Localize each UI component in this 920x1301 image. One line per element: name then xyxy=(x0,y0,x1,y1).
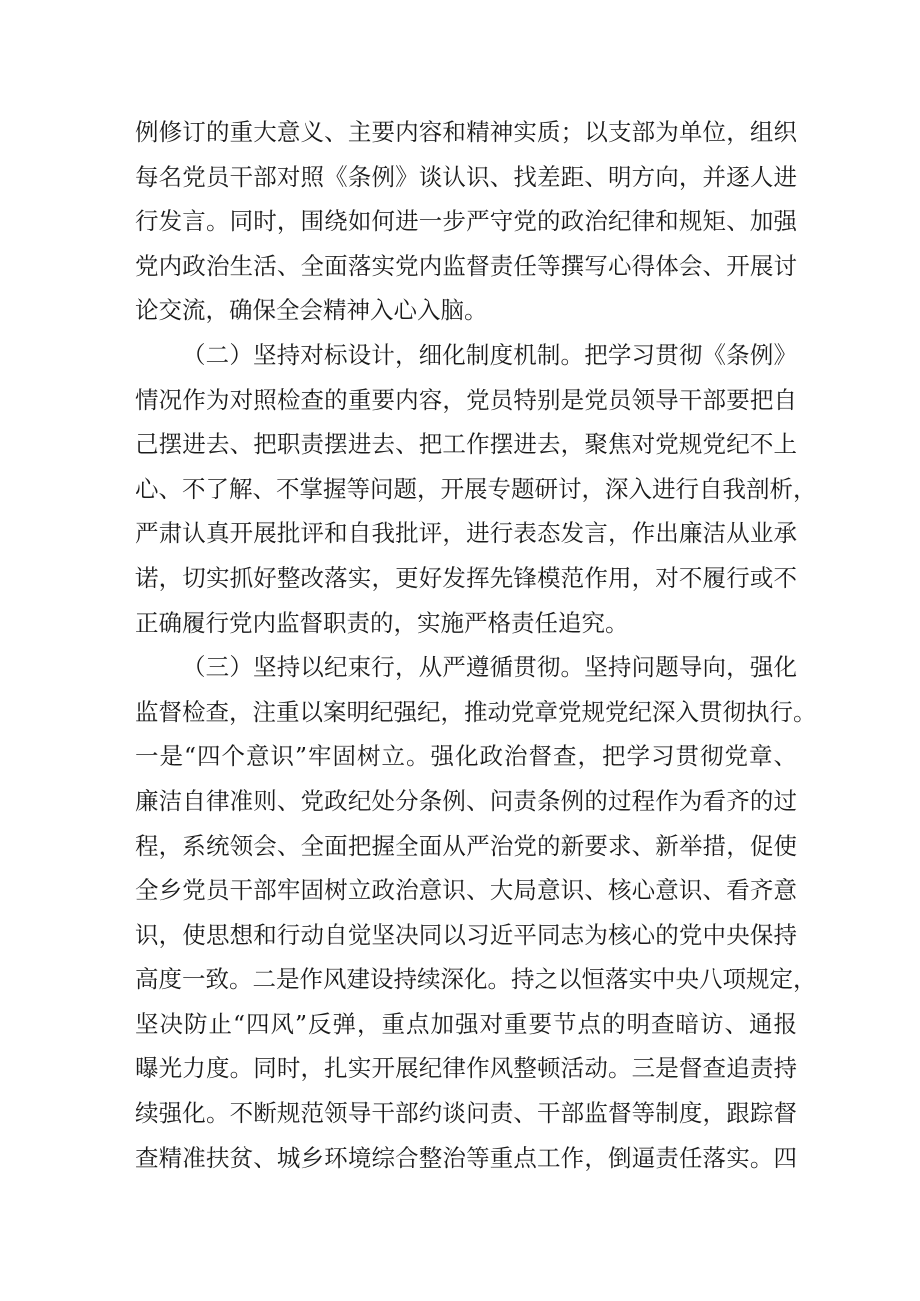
text-line: 诺，切实抓好整改落实，更好发挥先锋模范作用，对不履行或不 xyxy=(135,563,797,592)
text-line: 例修订的重大意义、主要内容和精神实质；以支部为单位，组织 xyxy=(135,118,797,146)
text-line: 监督检查，注重以案明纪强纪，推动党章党规党纪深入贯彻执行。 xyxy=(135,697,817,726)
document-body xyxy=(135,110,817,1180)
text-line: 正确履行党内监督职责的，实施严格责任追究。 xyxy=(135,608,629,637)
text-line: 党内政治生活、全面落实党内监督责任等撰写心得体会、开展讨 xyxy=(135,251,797,280)
text-line: 曝光力度。同时，扎实开展纪律作风整顿活动。三是督查追责持 xyxy=(135,1054,797,1083)
text-line: 识，使思想和行动自觉坚决同以习近平同志为核心的党中央保持 xyxy=(135,920,797,949)
text-line: 行发言。同时，围绕如何进一步严守党的政治纪律和规矩、加强 xyxy=(135,207,797,236)
text-line: 一是“四个意识”牢固树立。强化政治督查，把学习贯彻党章、 xyxy=(135,742,797,771)
text-line: 坚决防止“四风”反弹，重点加强对重要节点的明查暗访、通报 xyxy=(135,1009,797,1038)
section-heading-line: （三）坚持以纪束行，从严遵循贯彻。坚持问题导向，强化 xyxy=(182,653,797,682)
text-line: 程，系统领会、全面把握全面从严治党的新要求、新举措，促使 xyxy=(135,831,797,860)
text-line: 高度一致。二是作风建设持续深化。持之以恒落实中央八项规定， xyxy=(135,965,817,994)
text-line: 论交流，确保全会精神入心入脑。 xyxy=(135,296,488,325)
text-line: 己摆进去、把职责摆进去、把工作摆进去，聚焦对党规党纪不上 xyxy=(135,430,797,459)
text-line: 续强化。不断规范领导干部约谈问责、干部监督等制度，跟踪督 xyxy=(135,1099,797,1128)
section-heading-line: （二）坚持对标设计，细化制度机制。把学习贯彻《条例》 xyxy=(182,340,797,369)
text-line: 情况作为对照检查的重要内容，党员特别是党员领导干部要把自 xyxy=(135,385,797,414)
text-line: 廉洁自律准则、党政纪处分条例、问责条例的过程作为看齐的过 xyxy=(135,786,797,815)
text-line: 全乡党员干部牢固树立政治意识、大局意识、核心意识、看齐意 xyxy=(135,876,797,905)
text-line: 查精准扶贫、城乡环境综合整治等重点工作，倒逼责任落实。四 xyxy=(135,1143,797,1172)
text-line: 严肃认真开展批评和自我批评，进行表态发言，作出廉洁从业承 xyxy=(135,519,797,548)
text-line: 心、不了解、不掌握等问题，开展专题研讨，深入进行自我剖析， xyxy=(135,474,817,503)
text-line: 每名党员干部对照《条例》谈认识、找差距、明方向，并逐人进 xyxy=(135,162,797,191)
